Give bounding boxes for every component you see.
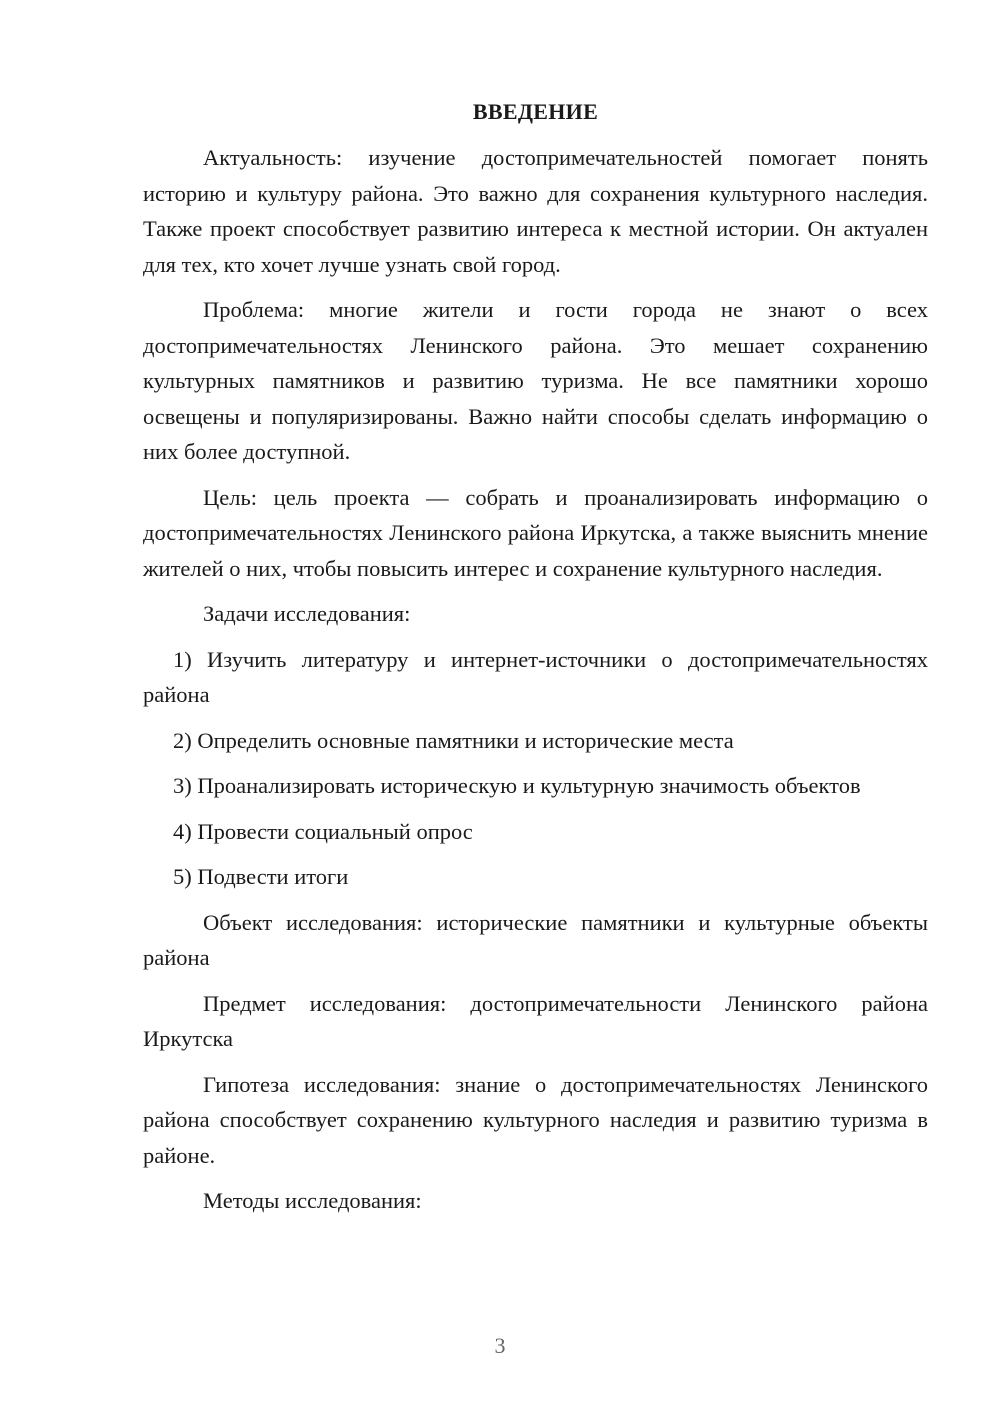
goal-paragraph: Цель: цель проекта — собрать и проанализировать информацию о достопримечательностях Ленинского района Иркутска, а также выяснить мнение жителей о них, чтобы повысить интерес и сохранение культурного наследия. bbox=[143, 484, 928, 581]
hypothesis-paragraph: Гипотеза исследования: знание о достопримечательностях Ленинского района способствует сохранению культурного наследия и развитию туризма в районе. bbox=[143, 1071, 928, 1168]
methods-heading: Методы исследования: bbox=[203, 1188, 422, 1213]
task-item-5: 5) Подвести итоги bbox=[173, 864, 349, 889]
subject-paragraph: Предмет исследования: достопримечательности Ленинского района Иркутска bbox=[143, 990, 928, 1051]
relevance-paragraph: Актуальность: изучение достопримечательностей помогает понять историю и культуру района. Это важно для сохранения культурного наследия. Также проект способствует развитию интереса к местной истории. Он актуален для тех, кто хочет лучше узнать свой город. bbox=[143, 145, 928, 277]
problem-paragraph: Проблема: многие жители и гости города не знают о всех достопримечательностях Ленинского района. Это мешает сохранению культурных памятников и развитию туризма. Не все памятники хорошо освещены и популяризированы. Важно найти способы сделать информацию о них более доступной. bbox=[143, 297, 928, 464]
page-title: ВВЕДЕНИЕ bbox=[472, 99, 599, 124]
page-content bbox=[143, 94, 928, 1229]
page-number: 3 bbox=[494, 1333, 506, 1358]
task-item-3: 3) Проанализировать историческую и культурную значимость объектов bbox=[173, 773, 861, 798]
tasks-heading: Задачи исследования: bbox=[203, 601, 411, 626]
object-paragraph: Объект исследования: исторические памятники и культурные объекты района bbox=[143, 909, 928, 970]
task-item-4: 4) Провести социальный опрос bbox=[173, 818, 473, 844]
task-item-2: 2) Определить основные памятники и исторические места bbox=[173, 727, 734, 753]
task-item-1: 1) Изучить литературу и интернет-источники о достопримечательностях района bbox=[143, 646, 928, 707]
